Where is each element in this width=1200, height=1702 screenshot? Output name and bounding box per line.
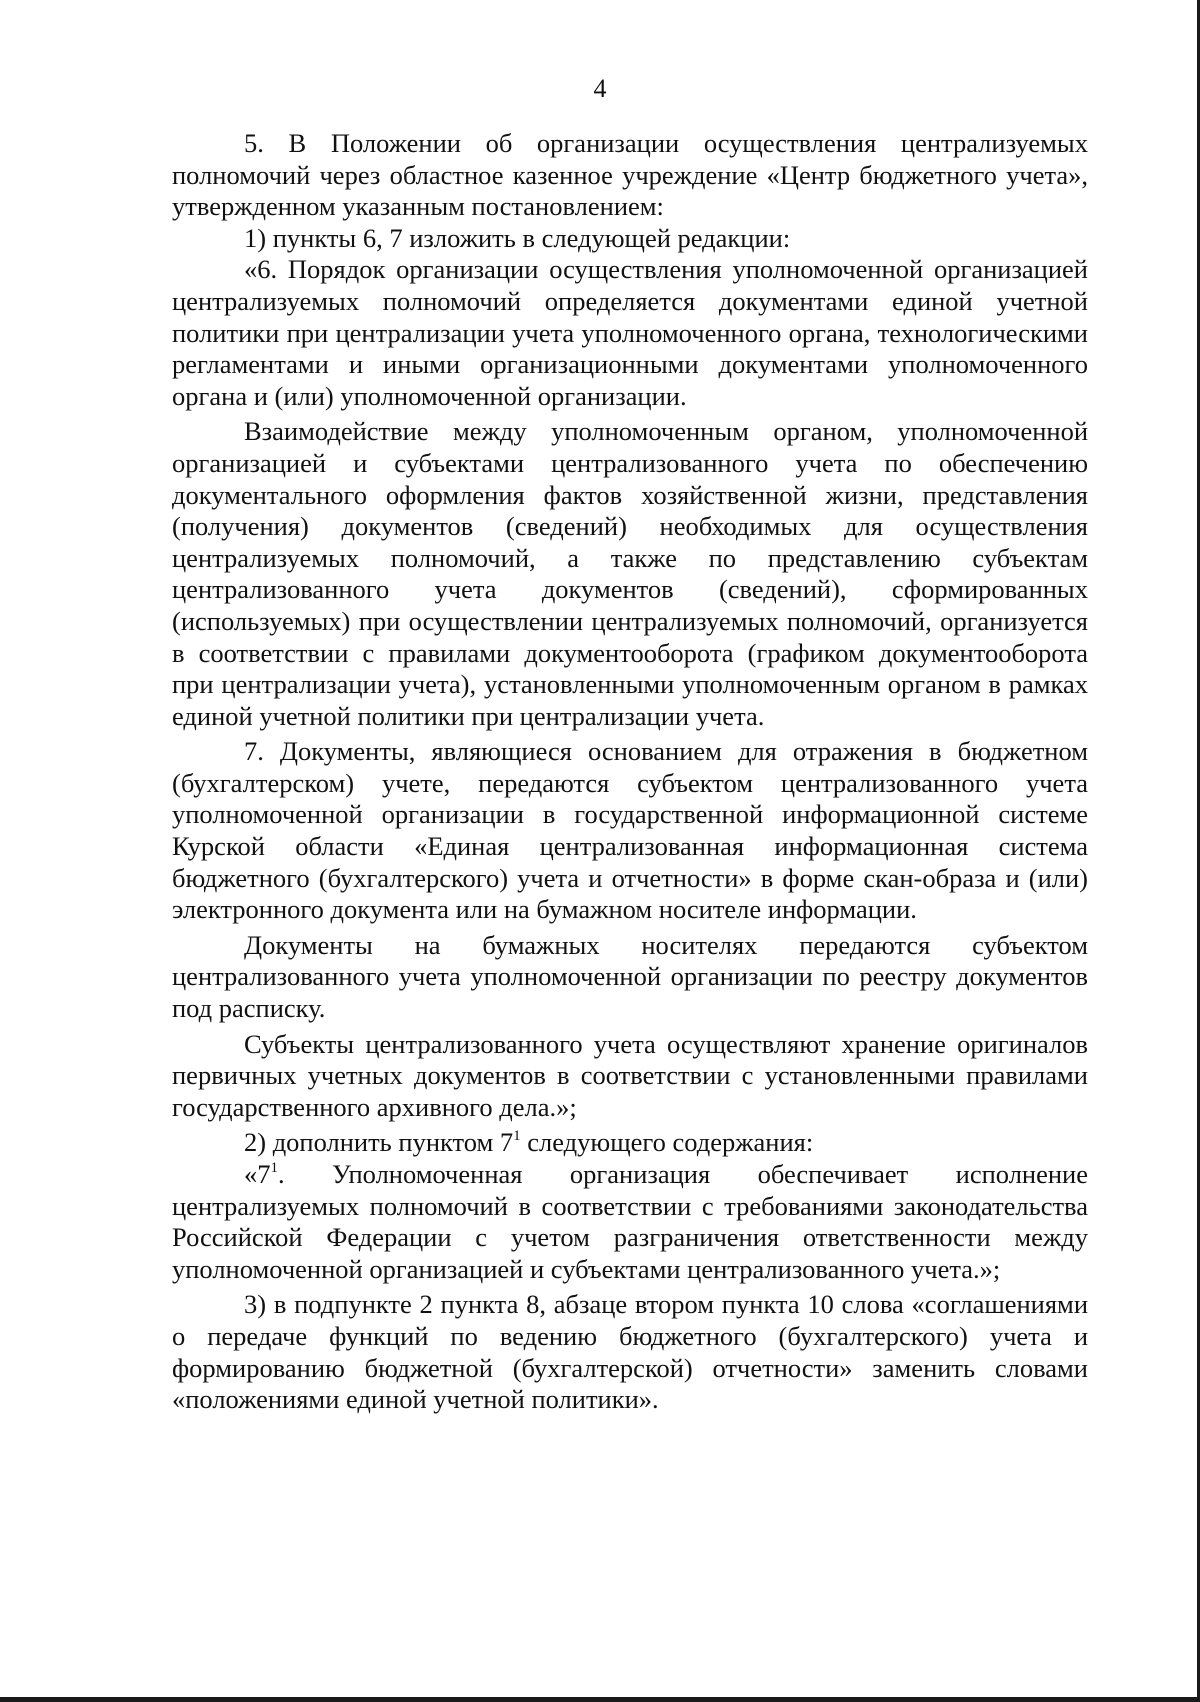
- paragraph-interaction: Взаимодействие между уполномоченным органом, уполномоченной организацией и субъектами централизованного учета по обеспечению документального оформления фактов хозяйственной жизни, представления (получения) документов (сведений) необходимых для осуществления централизуемых полномочий, а также по представлению субъектам централизованного учета документов (сведений), сформированных (используемых) при осуществлении централизуемых полномочий, организуется в соответствии с правилами документооборота (графиком документооборота при централизации учета), установленными уполномоченным органом в рамках единой учетной политики при централизации учета.: [172, 416, 1088, 731]
- point-7-1-superscript: 1: [270, 1160, 278, 1176]
- item-2-text-before: 2) дополнить пунктом 7: [244, 1127, 514, 1158]
- paragraph-item-3: 3) в подпункте 2 пункта 8, абзаце втором пункта 10 слова «соглашениями о передаче функций по ведению бюджетного (бухгалтерского) учета и формированию бюджетной (бухгалтерской) отчетности» заменить словами «положениями единой учетной политики».: [172, 1289, 1088, 1415]
- paragraph-storage: Субъекты централизованного учета осуществляют хранение оригиналов первичных учетных документов в соответствии с установленными правилами государственного архивного дела.»;: [172, 1028, 1088, 1122]
- document-body: [172, 128, 1088, 1416]
- scan-edge-bottom: [0, 1697, 1200, 1702]
- paragraph-point-7-1: [172, 1159, 1088, 1285]
- item-2-text-after: следующего содержания:: [520, 1127, 814, 1158]
- page-number: 4: [593, 74, 607, 103]
- point-7-1-text-before: «7: [244, 1159, 271, 1189]
- point-7-1-text-after: . Уполномоченная организация обеспечивает исполнение централизуемых полномочий в соответствии с требованиями законодательства Российской Федерации с учетом разграничения ответственности между уполномоченной организацией и субъектами централизованного учета.»;: [172, 1159, 1088, 1284]
- paragraph-point-6: «6. Порядок организации осуществления уполномоченной организацией централизуемых полномочий определяется документами единой учетной политики при централизации учета уполномоченного органа, технологическими регламентами и иными организационными документами уполномоченного органа и (или) уполномоченной организации.: [172, 254, 1088, 411]
- paragraph-item-2: [172, 1127, 1088, 1159]
- paragraph-point-7: 7. Документы, являющиеся основанием для отражения в бюджетном (бухгалтерском) учете, передаются субъектом централизованного учета уполномоченной организации в государственной информационной системе Курской области «Единая централизованная информационная система бюджетного (бухгалтерского) учета и отчетности» в форме скан-образа и (или) электронного документа или на бумажном носителе информации.: [172, 736, 1088, 925]
- paragraph-section-5-intro: 5. В Положении об организации осуществления централизуемых полномочий через областное казенное учреждение «Центр бюджетного учета», утвержденном указанным постановлением:: [172, 128, 1088, 222]
- paragraph-paper-documents: Документы на бумажных носителях передаются субъектом централизованного учета уполномоченной организации по реестру документов под расписку.: [172, 929, 1088, 1024]
- paragraph-item-1: 1) пункты 6, 7 изложить в следующей редакции:: [244, 222, 791, 253]
- item-2-superscript: 1: [513, 1128, 521, 1145]
